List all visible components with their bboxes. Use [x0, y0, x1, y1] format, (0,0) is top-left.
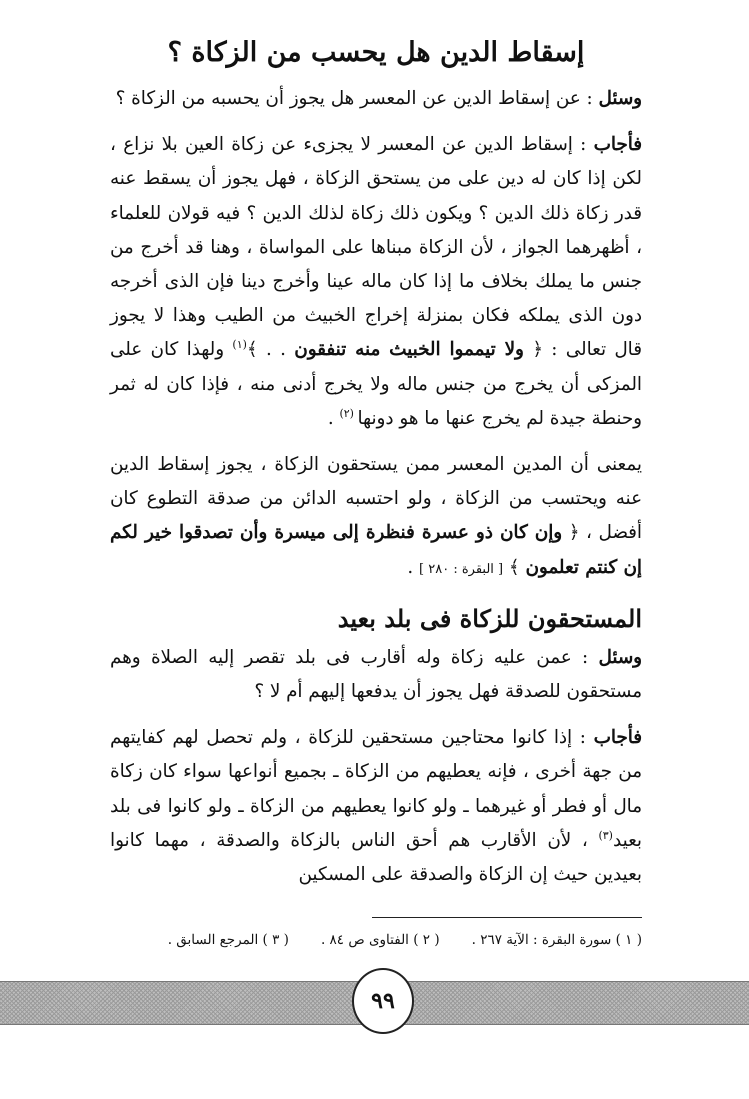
footnote-item: ( ٣ ) المرجع السابق . [167, 932, 289, 948]
footnote-divider [372, 917, 642, 918]
footnote-item: ( ١ ) سورة البقرة : الآية ٢٦٧ . [471, 932, 642, 948]
commentary-paragraph [110, 448, 642, 587]
quran-verse: وإن كان ذو عسرة فنظرة إلى ميسرة وأن تصدقوا خير لكم إن كنتم تعلمون [110, 522, 642, 578]
page-number: ٩٩ [352, 968, 414, 1034]
answer-text: : إسقاط الدين عن المعسر لا يجزىء عن زكاة العين بلا نزاع ، لكن إذا كان له دين على من يستحق الزكاة ، فهل يجوز أن يسقط عنه قدر زكاة ذلك الدين ؟ ويكون ذلك زكاة لذلك الدين ؟ فيه قولان للعلماء ، أظهرهما الجواز ، لأن الزكاة مبناها على المواساة ، وهنا قد أخرج من جنس ما يملك بخلاف ما إذا كان ماله عينا وأخرج دينا فإن الذى أخرجه دون الذى يملكه فكان بمنزلة إخراج الخبيث من الطيب وهذا لا يجوز قال تعالى : ﴿ [110, 134, 642, 361]
question-paragraph-1 [110, 82, 642, 116]
question-text: : عن إسقاط الدين عن المعسر هل يجوز أن يحسبه من الزكاة ؟ [115, 88, 599, 109]
footnote-marker: (٢) [339, 406, 358, 420]
answer-label: فأجاب [593, 134, 642, 156]
answer-text: ولهذا كان على المزكى أن يخرج من جنس ماله ولا يخرج أدنى منه ، فإذا كان له ثمر وحنطة جيدة لم يخرج عنها ما هو دونها [110, 339, 642, 429]
footnote-item: ( ٢ ) الفتاوى ص ٨٤ . [320, 932, 440, 948]
question-text: : عمن عليه زكاة وله أقارب فى بلد تقصر إليه الصلاة وهم مستحقون للصدقة فهل يجوز أن يدفعها إليهم أم لا ؟ [110, 646, 642, 703]
verse-reference: [ البقرة : ٢٨٠ ] [419, 561, 504, 577]
answer-end: . [327, 407, 340, 429]
verse-close: ﴾ [503, 556, 526, 578]
question-label: وسئل [598, 88, 642, 109]
page-content [110, 30, 642, 904]
answer-paragraph-2 [110, 721, 642, 892]
verse-close: . . ﴾ [246, 339, 295, 361]
answer-text: ، لأن الأقارب هم أحق الناس بالزكاة والصدقة ، مهما كانوا بعيدين حيث إن الزكاة والصدقة على المسكين [110, 829, 642, 886]
answer-label: فأجاب [593, 727, 642, 749]
question-paragraph-2 [110, 641, 642, 709]
footnote-marker: (١) [232, 338, 247, 352]
answer-text: : إذا كانوا محتاجين مستحقين للزكاة ، ولم تحصل لهم كفايتهم من جهة أخرى ، فإنه يعطيهم من الزكاة ـ بجميع أنواعها سواء كان زكاة مال أو فطر أو غيرهما ـ ولو كانوا يعطيهم من الزكاة ـ ولو كانوا فى بلد بعيد [110, 727, 642, 851]
page-title: إسقاط الدين هل يحسب من الزكاة ؟ [167, 37, 585, 68]
footnotes [110, 928, 642, 952]
answer-paragraph-1 [110, 128, 642, 436]
commentary-text: يمعنى أن المدين المعسر ممن يستحقون الزكاة ، يجوز إسقاط الدين عنه ويحتسب من الزكاة ، ولو احتسبه الدائن من صدقة التطوع كان أفضل ، ﴿ [110, 454, 642, 544]
quran-verse: ولا تيمموا الخبيث منه تنفقون [294, 339, 524, 361]
commentary-end: . [407, 556, 420, 578]
footnote-marker: (٣) [598, 828, 613, 842]
question-label: وسئل [598, 646, 642, 668]
section-heading: المستحقون للزكاة فى بلد بعيد [337, 603, 642, 633]
